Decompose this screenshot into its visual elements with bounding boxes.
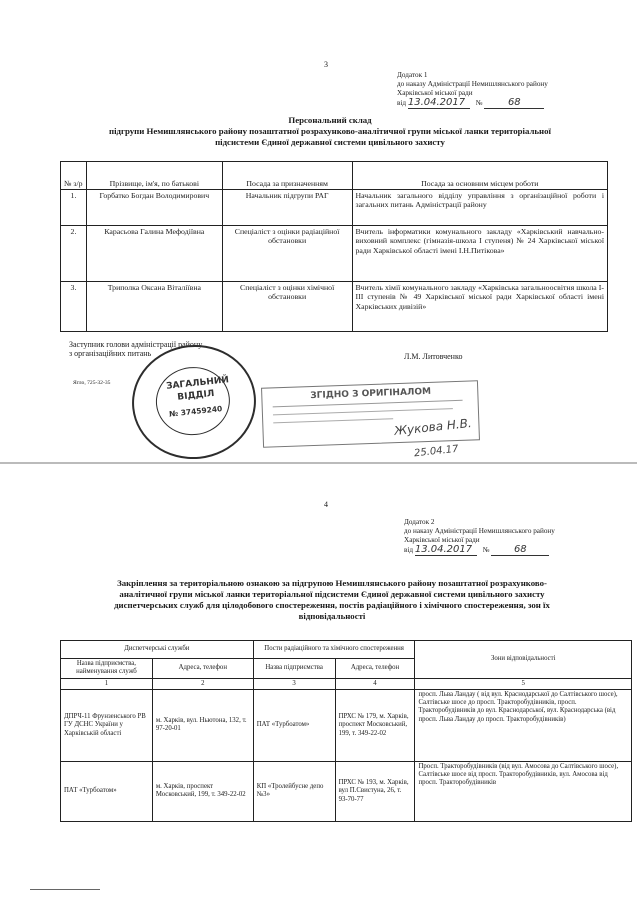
dispatch-name: ПАТ «Турбоатом» [61, 761, 153, 821]
title-line: Персональний склад [288, 115, 372, 125]
table-row [61, 226, 608, 282]
stamp-code: № 37459240 [168, 404, 223, 419]
page-number: 4 [324, 500, 328, 509]
stamp-bottom-text: ВІДДІЛ [176, 388, 215, 403]
addendum-date: 13.04.2017 [407, 97, 466, 108]
title-line: Закріплення за територіальною ознакою за підгрупою Немишлянського району позаштатної розрахунково- [117, 578, 547, 588]
row-name: Триполка Оксана Віталіївна [86, 282, 222, 332]
title-line: підгрупи Немишлянського району позаштатної розрахунково-аналітичної групи міської ланки територіальної [109, 126, 551, 136]
addendum-block [397, 71, 627, 109]
zone-description: просп. Льва Ландау ( від вул. Краснодарської до Салтівського шосе), Салтівське шосе до просп. Тракторобудівників, просп. Тракторобудівників до вул. Краснодарської, вул. Краснодарська (від просп. Льва Ландау до просп. Тракторобудівників) [415, 689, 632, 761]
table-header-row [61, 641, 632, 659]
header-position-assigned: Посада за призначенням [222, 162, 352, 190]
dispatch-address: м. Харків, вул. Ньютона, 132, т. 97-20-01 [152, 689, 253, 761]
column-number: 3 [253, 678, 335, 689]
row-main: Вчитель хімії комунального закладу «Харківська загальноосвітня школа І-ІІІ ступенів № 49 Харківської міської ради Харківської області імені Харківських дивізій» [352, 282, 607, 332]
header-name: Прізвище, ім'я, по батькові [86, 162, 222, 190]
column-number-row [61, 678, 632, 689]
addendum-number: 68 [513, 544, 527, 555]
header-num: № з/р [61, 162, 87, 190]
stamp-rule [273, 400, 463, 408]
row-main: Начальник загального відділу управління з організаційної роботи і загальних питань Адміністрації району [352, 190, 607, 226]
column-number: 5 [415, 678, 632, 689]
addendum-council: Харківської міської ради [404, 536, 480, 544]
zone-description: Просп. Тракторобудівників (від вул. Амосова до Салтівського шосе), Салтівське шосе від просп. Тракторобудівників, вул. Амосова від просп. Тракторобудівників [415, 761, 632, 821]
header-address: Адреса, телефон [152, 659, 253, 679]
title-line: підсистеми Єдиної державної системи цивільного захисту [215, 137, 445, 147]
addendum-num-label: № [482, 546, 490, 554]
table-row [61, 761, 632, 821]
addendum-num-label: № [475, 99, 483, 107]
row-name: Горбатко Богдан Володимирович [86, 190, 222, 226]
signature-name: Л.М. Литовченко [404, 352, 463, 361]
addendum-date: 13.04.2017 [414, 544, 473, 555]
addendum-order: до наказу Адміністрації Немишлянського району [397, 80, 548, 88]
addendum-number: 68 [507, 97, 521, 108]
title-line: диспетчерських служб для цілодобового спостереження, постів радіаційного і хімічного спостереження, зон їх [114, 600, 550, 610]
column-number: 1 [61, 678, 153, 689]
header-posts: Пости радіаційного та хімічного спостереження [253, 641, 415, 659]
row-assigned: Спеціаліст з оцінки радіаційної обстановки [222, 226, 352, 282]
bottom-rule [30, 889, 100, 890]
addendum-title: Додаток 2 [404, 518, 435, 526]
title-line: аналітичної групи міської ланки територіальної підсистеми Єдиної державної системи цивільного захисту [119, 589, 545, 599]
header-enterprise-name: Назва підприємства, найменування служб [61, 659, 153, 679]
header-enterprise-name: Назва підприємства [253, 659, 335, 679]
approval-text: ЗГІДНО З ОРИГІНАЛОМ [310, 386, 432, 402]
addendum-block [404, 518, 629, 556]
column-number: 2 [152, 678, 253, 689]
table-row [61, 689, 632, 761]
handwritten-date: 25.04.17 [413, 443, 459, 460]
addendum-council: Харківської міської ради [397, 89, 473, 97]
stamp-rule [273, 418, 393, 423]
signature-line: Заступник голови адміністрації району [69, 340, 203, 349]
stamp-top-text: ЗАГАЛЬНИЙ [165, 375, 230, 392]
addendum-date-prefix: від [404, 546, 414, 554]
table-header-row [61, 162, 608, 190]
handwritten-signature: Жукова Н.В. [393, 415, 473, 439]
post-name: КП «Тролейбусне депо №3» [253, 761, 335, 821]
page1-title [40, 115, 620, 148]
row-name: Карасьова Галина Мефодіївна [86, 226, 222, 282]
row-main: Вчитель інформатики комунального закладу «Харківський навчально-виховний комплекс (гімназія-школа І ступеня) № 24 Харківської міської ради Харківської області імені І.Н.Питікова» [352, 226, 607, 282]
addendum-title: Додаток 1 [397, 71, 428, 79]
dispatch-address: м. Харків, проспект Московський, 199, т. 349-22-02 [152, 761, 253, 821]
title-line: відповідальності [298, 611, 366, 621]
header-position-main: Посада за основним місцем роботи [352, 162, 607, 190]
page-separator [0, 462, 637, 464]
approval-stamp [261, 380, 480, 448]
page2-title [40, 578, 624, 622]
executor: Ягло, 725-32-35 [73, 380, 111, 386]
signature-line: з організаційних питань [69, 349, 152, 358]
header-address: Адреса, телефон [335, 659, 415, 679]
row-assigned: Начальник підгрупи РАГ [222, 190, 352, 226]
addendum-date-prefix: від [397, 99, 407, 107]
dispatch-name: ДПРЧ-11 Фрунзенського РВ ГУ ДСНС України у Харківській області [61, 689, 153, 761]
post-address: ПРХС № 179, м. Харків, проспект Московський, 199, т. 349-22-02 [335, 689, 415, 761]
header-zones: Зони відповідальності [415, 641, 632, 679]
row-num: 1. [61, 190, 87, 226]
column-number: 4 [335, 678, 415, 689]
row-assigned: Спеціаліст з оцінки хімічної обстановки [222, 282, 352, 332]
table-row [61, 282, 608, 332]
stamp-rule [273, 408, 453, 415]
row-num: 3. [61, 282, 87, 332]
post-name: ПАТ «Турбоатом» [253, 689, 335, 761]
zones-table [60, 640, 632, 822]
row-num: 2. [61, 226, 87, 282]
table-row [61, 190, 608, 226]
addendum-order: до наказу Адміністрації Немишлянського району [404, 527, 555, 535]
addendum-date-line [397, 98, 627, 109]
personnel-table [60, 161, 608, 332]
post-address: ПРХС № 193, м. Харків, вул П.Свистуна, 26, т. 93-70-77 [335, 761, 415, 821]
addendum-date-line [404, 545, 629, 556]
page-number: 3 [324, 60, 328, 69]
header-dispatch: Диспетчерські служби [61, 641, 254, 659]
